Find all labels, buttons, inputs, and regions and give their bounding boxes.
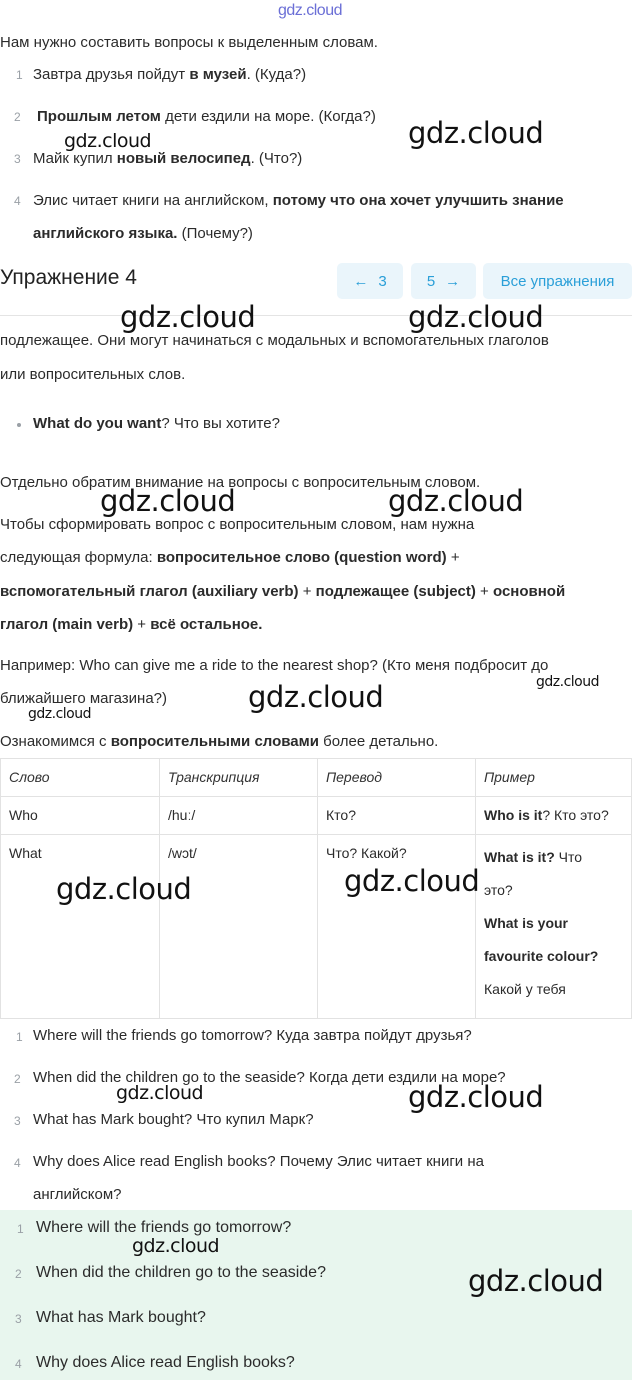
watermark: gdz.cloud bbox=[100, 484, 236, 518]
item-number: 4 bbox=[15, 1357, 22, 1371]
table-header: Транскрипция bbox=[160, 759, 318, 797]
watermark: gdz.cloud bbox=[116, 1082, 204, 1104]
table-cell: What bbox=[1, 835, 160, 1019]
item-number: 2 bbox=[14, 1072, 21, 1086]
table-header: Слово bbox=[1, 759, 160, 797]
task-item-3: Майк купил новый велосипед. (Что?) bbox=[33, 150, 303, 167]
table-cell: Что? Какой? bbox=[318, 835, 476, 1019]
table-cell: /huː/ bbox=[160, 797, 318, 835]
watermark: gdz.cloud bbox=[28, 706, 91, 722]
all-exercises-button[interactable]: Все упражнения bbox=[483, 263, 632, 299]
theory-line: Ознакомимся с вопросительными словами более детально. bbox=[0, 733, 439, 750]
watermark: gdz.cloud bbox=[468, 1264, 604, 1298]
task-item-1: Завтра друзья пойдут в музей. (Куда?) bbox=[33, 66, 307, 83]
watermark: gdz.cloud bbox=[388, 484, 524, 518]
final-answer-item: Why does Alice read English books? bbox=[36, 1354, 295, 1371]
final-answer-item: When did the children go to the seaside? bbox=[36, 1264, 326, 1281]
item-number: 4 bbox=[14, 194, 21, 208]
item-number: 2 bbox=[15, 1267, 22, 1281]
example-line: Например: Who can give me a ride to the nearest shop? (Кто меня подбросит до bbox=[0, 657, 549, 674]
site-logo[interactable]: gdz.cloud bbox=[278, 2, 342, 19]
watermark: gdz.cloud bbox=[64, 130, 152, 152]
item-number: 1 bbox=[17, 1222, 24, 1236]
watermark: gdz.cloud bbox=[408, 1080, 544, 1114]
answer-item-cont: английском? bbox=[33, 1186, 122, 1203]
arrow-left-icon: ← bbox=[353, 272, 369, 290]
item-number: 3 bbox=[14, 1114, 21, 1128]
task-intro: Нам нужно составить вопросы к выделенным словам. bbox=[0, 34, 378, 51]
watermark: gdz.cloud bbox=[132, 1235, 220, 1257]
arrow-right-icon: → bbox=[445, 272, 461, 290]
answer-item: When did the children go to the seaside? Когда дети ездили на море? bbox=[33, 1069, 506, 1086]
item-number: 3 bbox=[14, 152, 21, 166]
task-item-4-cont: английского языка. (Почему?) bbox=[33, 225, 253, 242]
final-answer-item: Where will the friends go tomorrow? bbox=[36, 1219, 292, 1236]
watermark: gdz.cloud bbox=[56, 872, 192, 906]
item-number: 1 bbox=[16, 1030, 23, 1044]
example-line: ближайшего магазина?) bbox=[0, 690, 168, 707]
watermark: gdz.cloud bbox=[344, 864, 480, 898]
table-cell: Who bbox=[1, 797, 160, 835]
table-cell: Who is it? Кто это? bbox=[476, 797, 632, 835]
watermark: gdz.cloud bbox=[248, 680, 384, 714]
theory-line: Чтобы сформировать вопрос с вопросительным словом, нам нужна bbox=[0, 516, 475, 533]
item-number: 3 bbox=[15, 1312, 22, 1326]
formula-line: следующая формула: вопросительное слово (question word) + bbox=[0, 549, 460, 566]
answer-item: Where will the friends go tomorrow? Куда завтра пойдут друзья? bbox=[33, 1027, 472, 1044]
watermark: gdz.cloud bbox=[408, 300, 544, 334]
table-row bbox=[1, 835, 632, 1019]
exercise-title: Упражнение 4 bbox=[0, 266, 137, 289]
watermark: gdz.cloud bbox=[120, 300, 256, 334]
formula-line: вспомогательный глагол (auxiliary verb) + подлежащее (subject) + основной bbox=[0, 583, 566, 600]
answer-item: What has Mark bought? Что купил Марк? bbox=[33, 1111, 314, 1128]
table-cell: What is it? Что это? What is your favourite colour? Какой у тебя bbox=[476, 835, 632, 1019]
table-row bbox=[1, 797, 632, 835]
bullet-icon bbox=[17, 423, 21, 427]
table-cell: /wɔt/ bbox=[160, 835, 318, 1019]
table-header: Пример bbox=[476, 759, 632, 797]
final-answer-item: What has Mark bought? bbox=[36, 1309, 206, 1326]
next-exercise-button[interactable]: 5 → bbox=[411, 263, 476, 299]
prev-exercise-button[interactable]: ← 3 bbox=[337, 263, 403, 299]
watermark: gdz.cloud bbox=[408, 116, 544, 150]
table-cell: Кто? bbox=[318, 797, 476, 835]
task-item-4: Элис читает книги на английском, потому что она хочет улучшить знание bbox=[33, 192, 564, 209]
item-number: 1 bbox=[16, 68, 23, 82]
bullet-example: What do you want? Что вы хотите? bbox=[33, 415, 280, 432]
theory-line: или вопросительных слов. bbox=[0, 366, 186, 383]
item-number: 2 bbox=[14, 110, 21, 124]
theory-line: подлежащее. Они могут начинаться с модальных и вспомогательных глаголов bbox=[0, 332, 549, 349]
table-header-row bbox=[1, 759, 632, 797]
task-item-2: Прошлым летом дети ездили на море. (Когда?) bbox=[37, 108, 376, 125]
watermark: gdz.cloud bbox=[536, 674, 599, 690]
theory-line: Отдельно обратим внимание на вопросы с вопросительным словом. bbox=[0, 474, 481, 491]
item-number: 4 bbox=[14, 1156, 21, 1170]
table-header: Перевод bbox=[318, 759, 476, 797]
formula-line: глагол (main verb) + всё остальное. bbox=[0, 616, 263, 633]
answer-item: Why does Alice read English books? Почему Элис читает книги на bbox=[33, 1153, 484, 1170]
